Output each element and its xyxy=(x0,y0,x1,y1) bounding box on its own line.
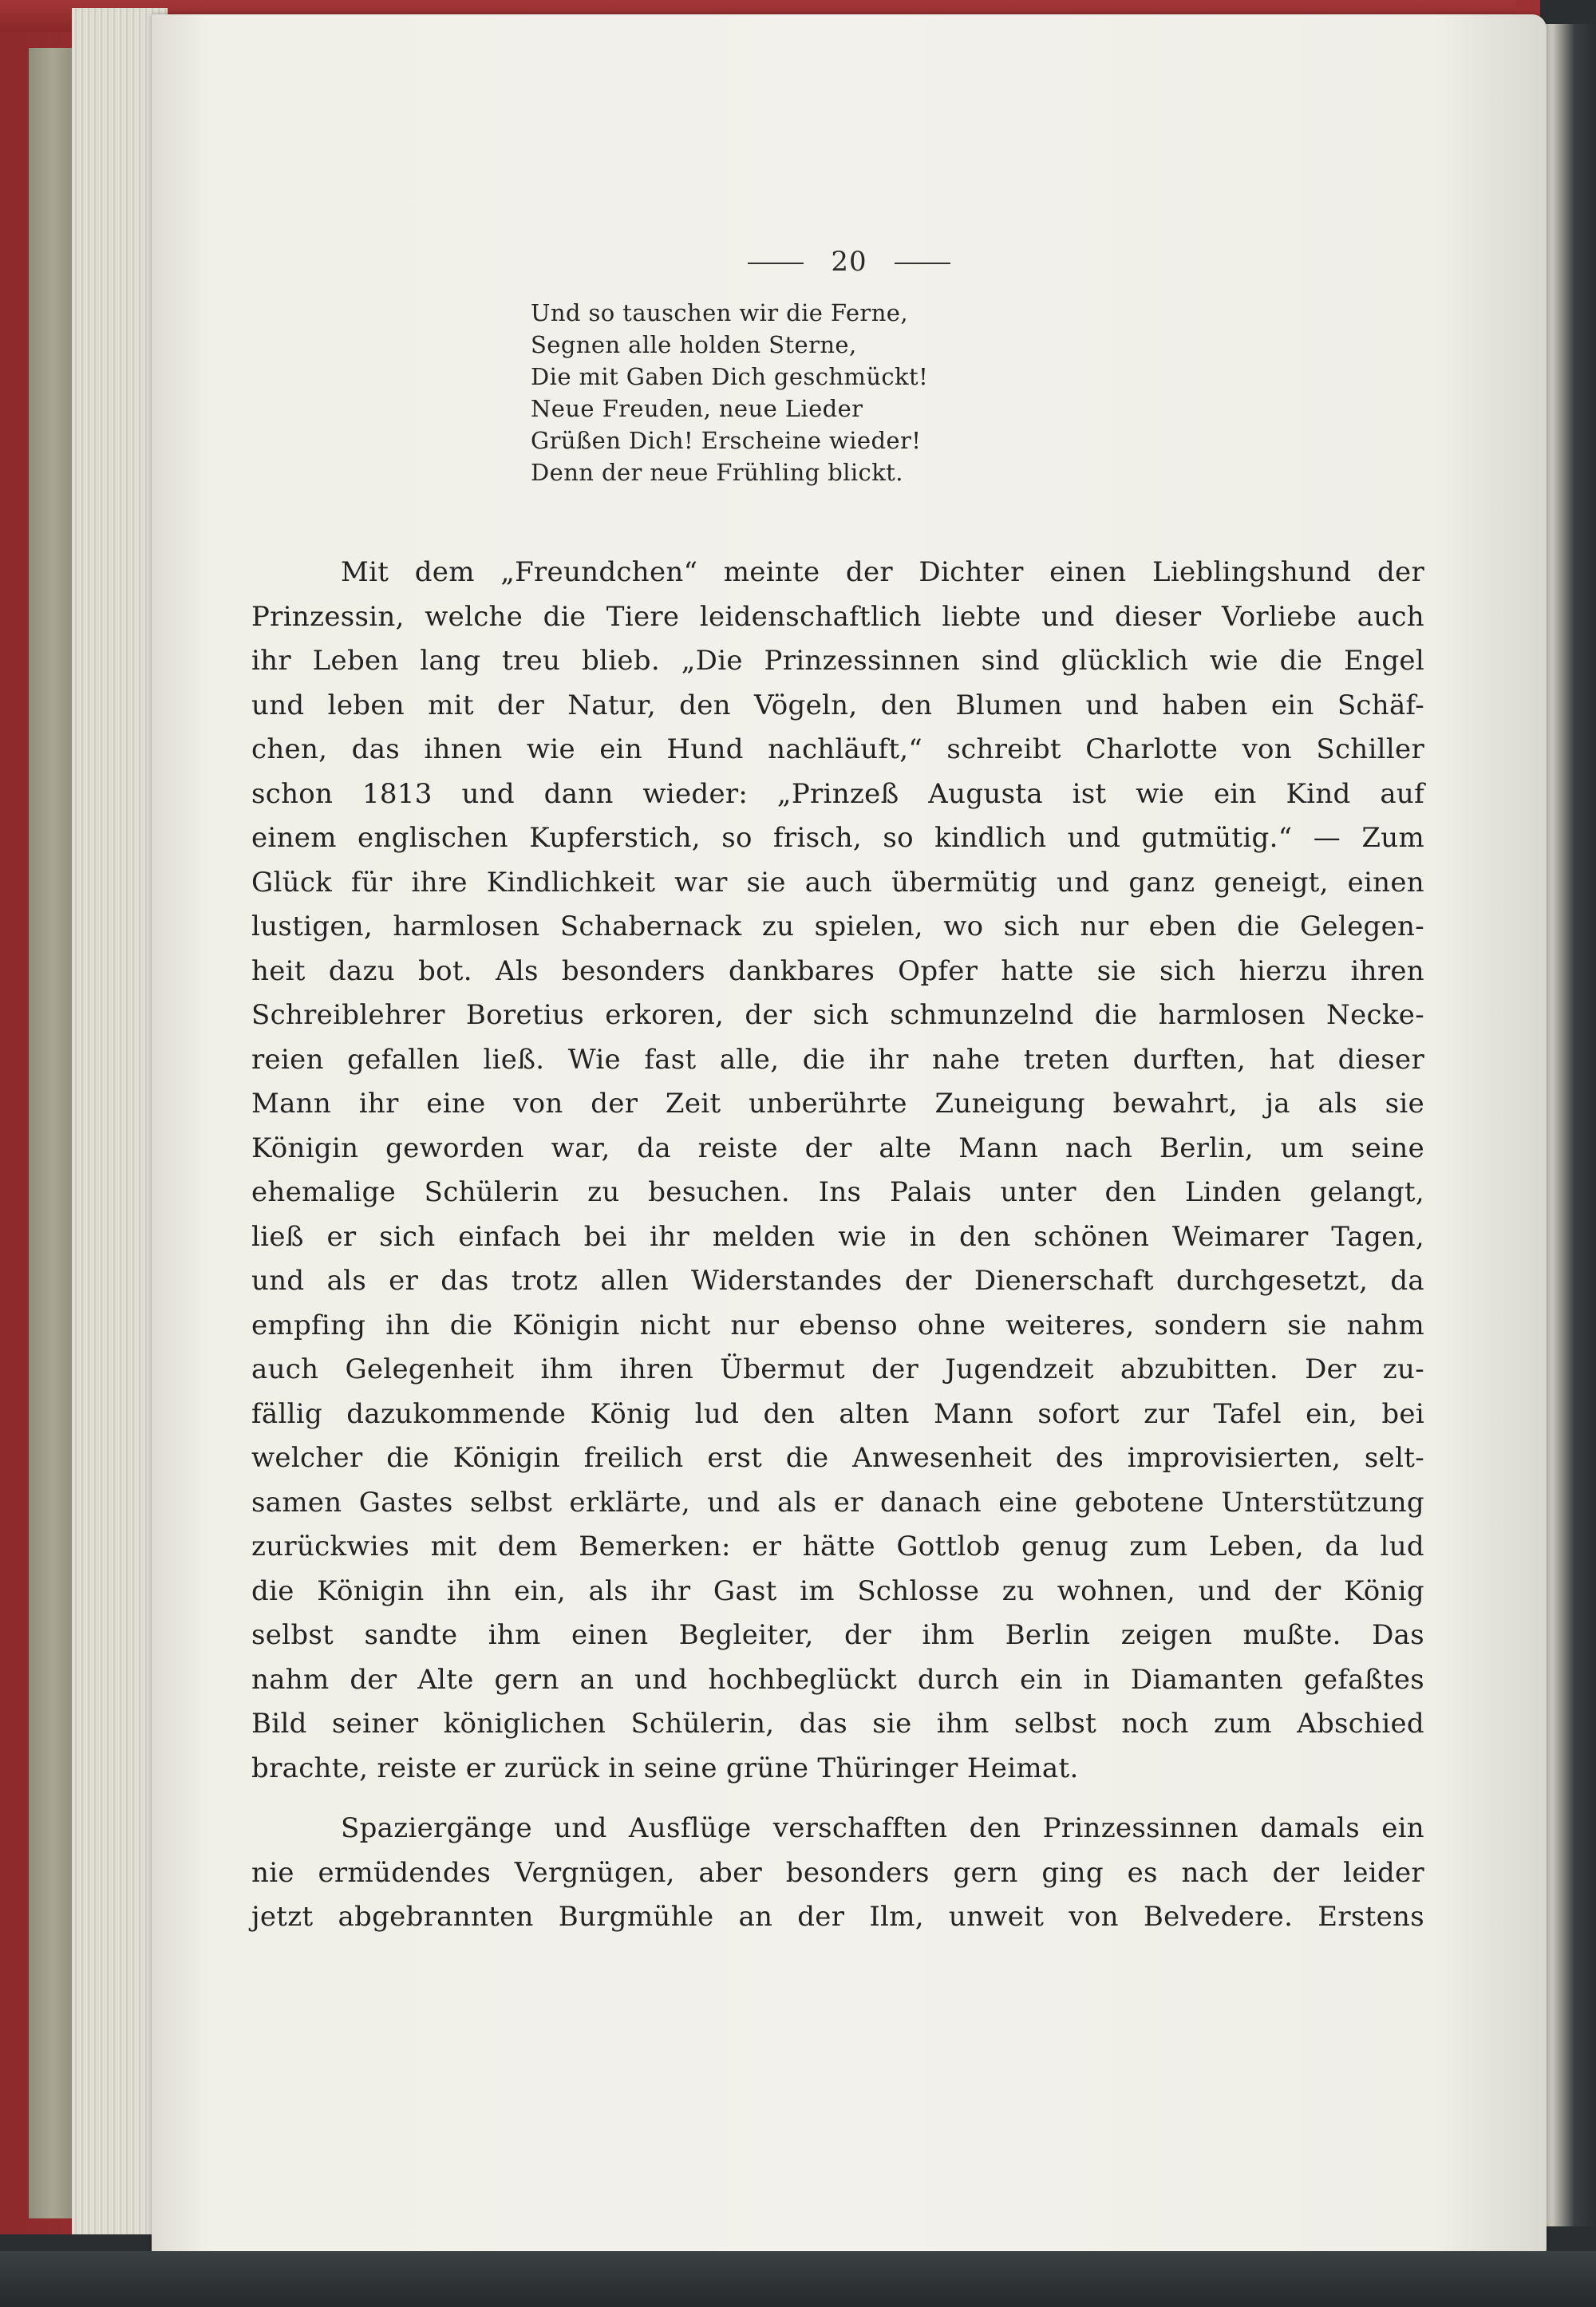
text-line: auch Gelegenheit ihm ihren Übermut der Jugendzeit abzubitten. Der zu- xyxy=(251,1353,1424,1385)
poem-line: Neue Freuden, neue Lieder xyxy=(531,395,863,422)
text-line: Spaziergänge und Ausflüge verschafften den Prinzessinnen damals ein xyxy=(341,1812,1424,1844)
text-line: ihr Leben lang treu blieb. „Die Prinzessinnen sind glücklich wie die Engel xyxy=(251,645,1424,677)
text-line: und leben mit der Natur, den Vögeln, den Blumen und haben ein Schäf- xyxy=(251,689,1424,721)
text-line: chen, das ihnen wie ein Hund nachläuft,“ schreibt Charlotte von Schiller xyxy=(251,733,1424,765)
text-line: Bild seiner königlichen Schülerin, das sie ihm selbst noch zum Abschied xyxy=(251,1708,1424,1740)
poem-line: Die mit Gaben Dich geschmückt! xyxy=(531,363,929,390)
text-line: schon 1813 und dann wieder: „Prinzeß Augusta ist wie ein Kind auf xyxy=(251,777,1424,810)
text-line: ehemalige Schülerin zu besuchen. Ins Palais unter den Linden gelangt, xyxy=(251,1176,1424,1208)
poem-line: Segnen alle holden Sterne, xyxy=(531,331,857,358)
text-line: nahm der Alte gern an und hochbeglückt durch ein in Diamanten gefaßtes xyxy=(251,1663,1424,1696)
text-line: reien gefallen ließ. Wie fast alle, die ihr nahe treten durften, hat dieser xyxy=(251,1043,1424,1076)
poem-line: Denn der neue Frühling blickt. xyxy=(531,459,903,486)
text-line: lustigen, harmlosen Schabernack zu spielen, wo sich nur eben die Gelegen- xyxy=(251,911,1424,942)
text-line: samen Gastes selbst erklärte, und als er danach eine gebotene Unterstützung xyxy=(251,1486,1424,1519)
text-line: Mit dem „Freundchen“ meinte der Dichter einen Lieblingshund der xyxy=(341,556,1424,588)
page-number-header xyxy=(152,246,1547,278)
text-line: Glück für ihre Kindlichkeit war sie auch übermütig und ganz geneigt, einen xyxy=(251,866,1424,899)
text-line: Prinzessin, welche die Tiere leidenschaftlich liebte und dieser Vorliebe auch xyxy=(251,600,1424,633)
text-line: welcher die Königin freilich erst die Anwesenheit des improvisierten, selt- xyxy=(251,1442,1424,1474)
dash-left xyxy=(748,263,804,264)
dash-right xyxy=(895,263,950,264)
text-line: die Königin ihn ein, als ihr Gast im Schlosse zu wohnen, und der König xyxy=(251,1574,1424,1607)
text-line: heit dazu bot. Als besonders dankbares Opfer hatte sie sich hierzu ihren xyxy=(251,954,1424,987)
poem-stanza xyxy=(531,297,1137,488)
page-number: 20 xyxy=(831,246,867,278)
body-text xyxy=(251,551,1424,1940)
text-line: fällig dazukommende König lud den alten Mann sofort zur Tafel ein, bei xyxy=(251,1397,1424,1430)
text-line: zurückwies mit dem Bemerken: er hätte Gottlob genug zum Leben, da lud xyxy=(251,1531,1424,1562)
paragraph-gap xyxy=(251,1791,1424,1807)
poem-line: Und so tauschen wir die Ferne, xyxy=(531,299,908,326)
poem-line: Grüßen Dich! Erscheine wieder! xyxy=(531,427,922,454)
text-line: empfing ihn die Königin nicht nur ebenso ohne weiteres, sondern sie nahm xyxy=(251,1309,1424,1341)
text-line: selbst sandte ihm einen Begleiter, der ihm Berlin zeigen mußte. Das xyxy=(251,1619,1424,1651)
text-line: jetzt abgebrannten Burgmühle an der Ilm, unweit von Belvedere. Erstens xyxy=(251,1901,1424,1933)
text-line: Königin geworden war, da reiste der alte Mann nach Berlin, um seine xyxy=(251,1132,1424,1164)
text-line: ließ er sich einfach bei ihr melden wie in den schönen Weimarer Tagen, xyxy=(251,1220,1424,1253)
background-bottom xyxy=(0,2251,1596,2307)
binding-strip xyxy=(29,48,77,2218)
paragraph-1 xyxy=(251,551,1424,1791)
text-line: einem englischen Kupferstich, so frisch, so kindlich und gutmütig.“ — Zum xyxy=(251,822,1424,854)
paragraph-2 xyxy=(251,1807,1424,1940)
text-line: Mann ihr eine von der Zeit unberührte Zuneigung bewahrt, ja als sie xyxy=(251,1088,1424,1120)
text-line: brachte, reiste er zurück in seine grüne Thüringer Heimat. xyxy=(251,1752,1079,1784)
text-line: Schreiblehrer Boretius erkoren, der sich schmunzelnd die harmlosen Necke- xyxy=(251,999,1424,1031)
text-line: nie ermüdendes Vergnügen, aber besonders gern ging es nach der leider xyxy=(251,1856,1424,1889)
text-line: und als er das trotz allen Widerstandes der Dienerschaft durchgesetzt, da xyxy=(251,1265,1424,1297)
